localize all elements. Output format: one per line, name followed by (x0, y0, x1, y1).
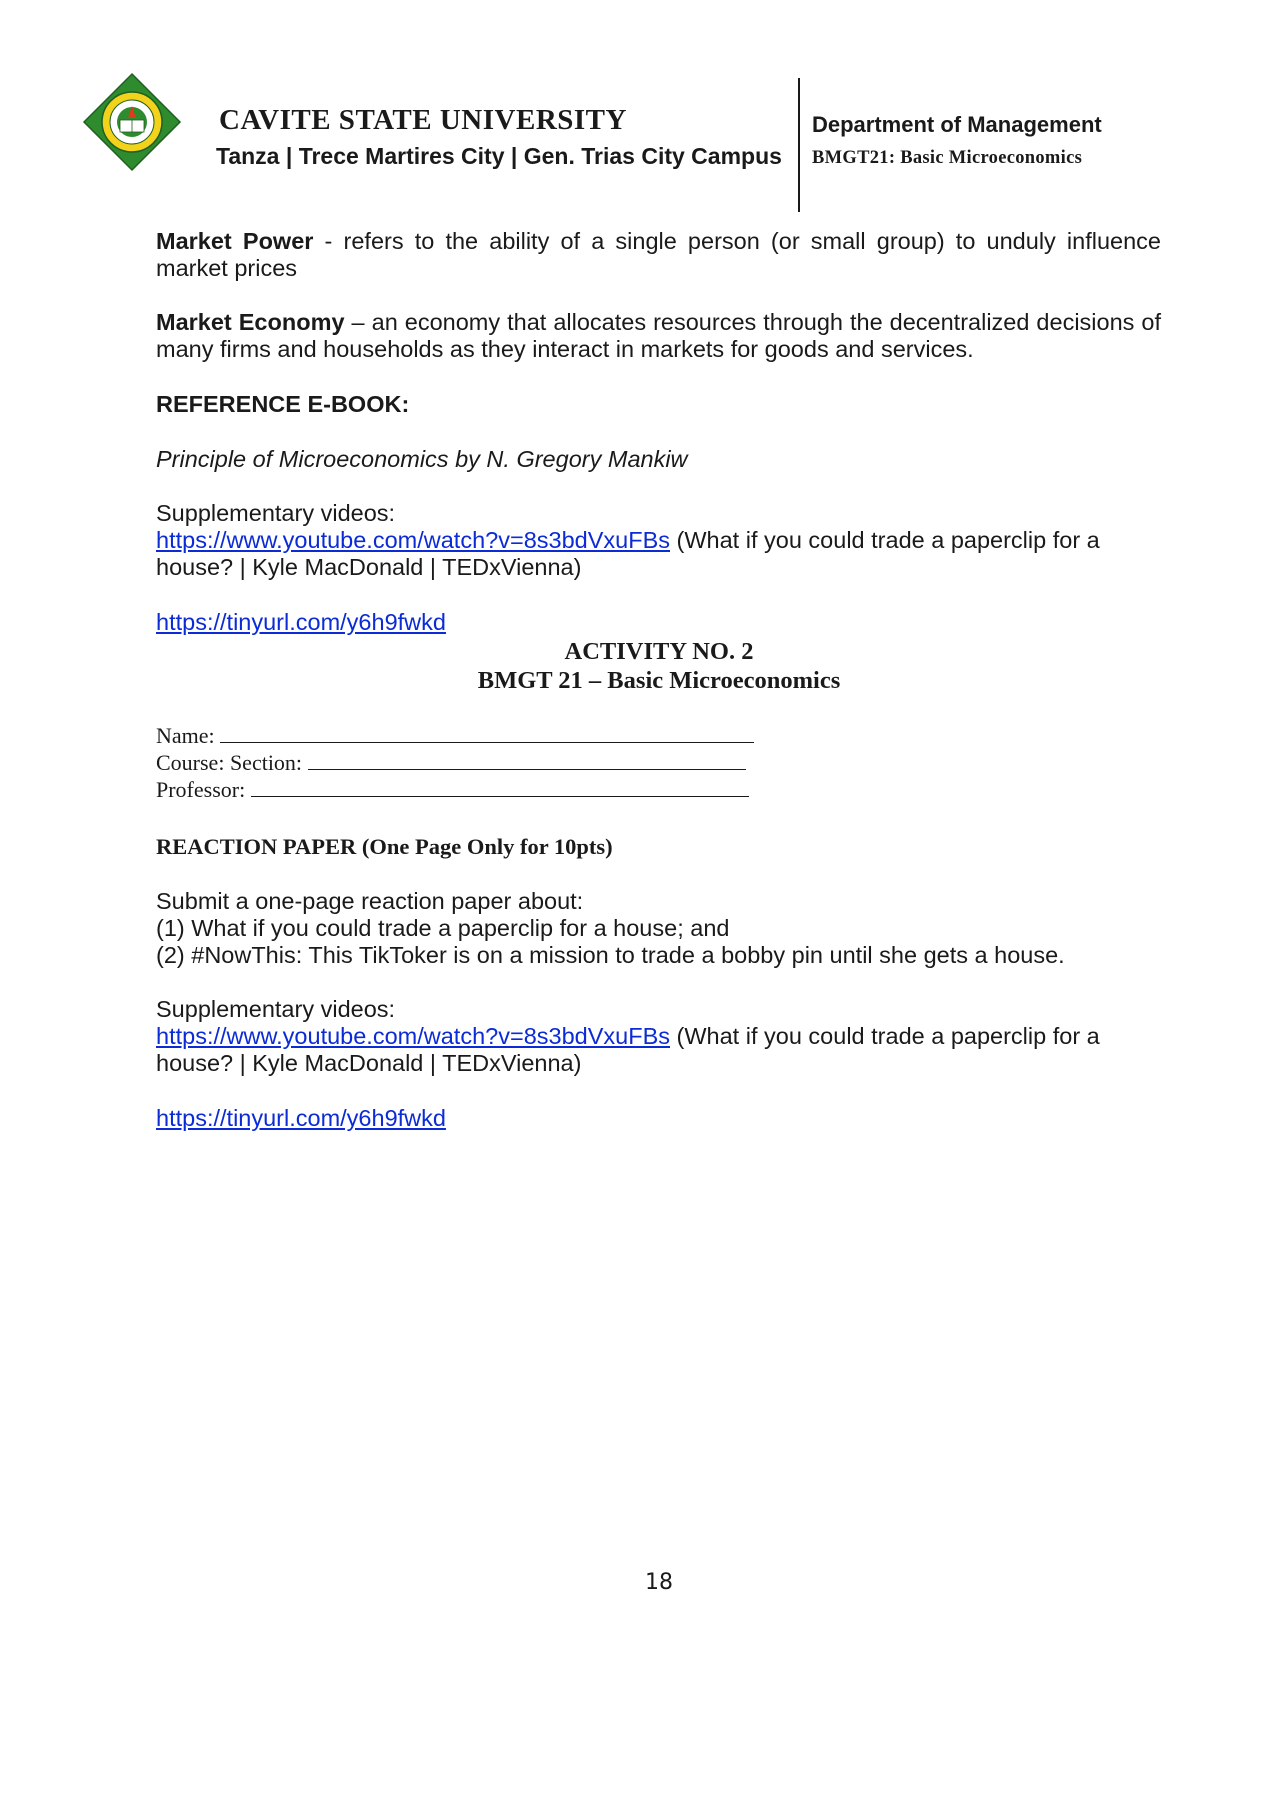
definition-term: Market Economy (156, 309, 345, 335)
video-description: (What if you could trade a paperclip for a house? | Kyle MacDonald | TEDxVienna) (156, 1023, 1100, 1076)
reaction-heading: REACTION PAPER (One Page Only for 10pts) (156, 834, 613, 859)
supplementary-label-2: Supplementary videos: (156, 996, 396, 1022)
supplementary-video-3 (156, 1023, 1161, 1077)
supplementary-video-4 (156, 1105, 1161, 1132)
campus-list: Tanza | Trece Martires City | Gen. Trias City Campus (216, 143, 782, 169)
university-logo (82, 72, 182, 172)
activity-subtitle: BMGT 21 – Basic Microeconomics (477, 667, 841, 694)
reaction-item-2: (2) #NowThis: This TikToker is on a mission to trade a bobby pin until she gets a house. (156, 942, 1065, 968)
professor-blank[interactable] (251, 778, 749, 797)
definition-text: – an economy that allocates resources through the decentralized decisions of many firms and households as they interact in markets for goods and services. (156, 309, 1162, 362)
supplementary-video-1 (156, 527, 1161, 581)
field-label: Name: (156, 723, 215, 748)
supplementary-label: Supplementary videos: (156, 500, 396, 526)
definition-market-power (156, 228, 1161, 282)
definition-term: Market Power (156, 228, 314, 254)
course-section-blank[interactable] (308, 751, 746, 770)
reference-heading: REFERENCE E-BOOK: (156, 391, 410, 417)
field-label: Course: Section: (156, 750, 303, 775)
youtube-link[interactable]: https://www.youtube.com/watch?v=8s3bdVxuFBs (156, 527, 670, 553)
professor-field (156, 777, 749, 803)
course-code: BMGT21: Basic Microeconomics (812, 148, 1083, 168)
activity-title: ACTIVITY NO. 2 (564, 638, 754, 665)
department-name: Department of Management (812, 112, 1102, 137)
video-description: (What if you could trade a paperclip for a house? | Kyle MacDonald | TEDxVienna) (156, 527, 1100, 580)
youtube-link[interactable]: https://www.youtube.com/watch?v=8s3bdVxuFBs (156, 1023, 670, 1049)
tinyurl-link[interactable]: https://tinyurl.com/y6h9fwkd (156, 1105, 446, 1131)
page-number: 18 (645, 1570, 673, 1595)
reaction-item-1: (1) What if you could trade a paperclip for a house; and (156, 915, 730, 941)
reference-book: Principle of Microeconomics by N. Gregory Mankiw (156, 446, 688, 472)
field-label: Professor: (156, 777, 246, 802)
definition-market-economy (156, 309, 1161, 363)
supplementary-video-2 (156, 609, 1161, 636)
definition-text: - refers to the ability of a single person (or small group) to unduly influence market prices (156, 228, 1161, 281)
name-blank[interactable] (220, 724, 754, 743)
name-field (156, 723, 754, 749)
tinyurl-link[interactable]: https://tinyurl.com/y6h9fwkd (156, 609, 446, 635)
university-name: CAVITE STATE UNIVERSITY (219, 104, 627, 136)
reaction-intro: Submit a one-page reaction paper about: (156, 888, 584, 914)
course-section-field (156, 750, 746, 776)
header-divider (798, 78, 800, 212)
